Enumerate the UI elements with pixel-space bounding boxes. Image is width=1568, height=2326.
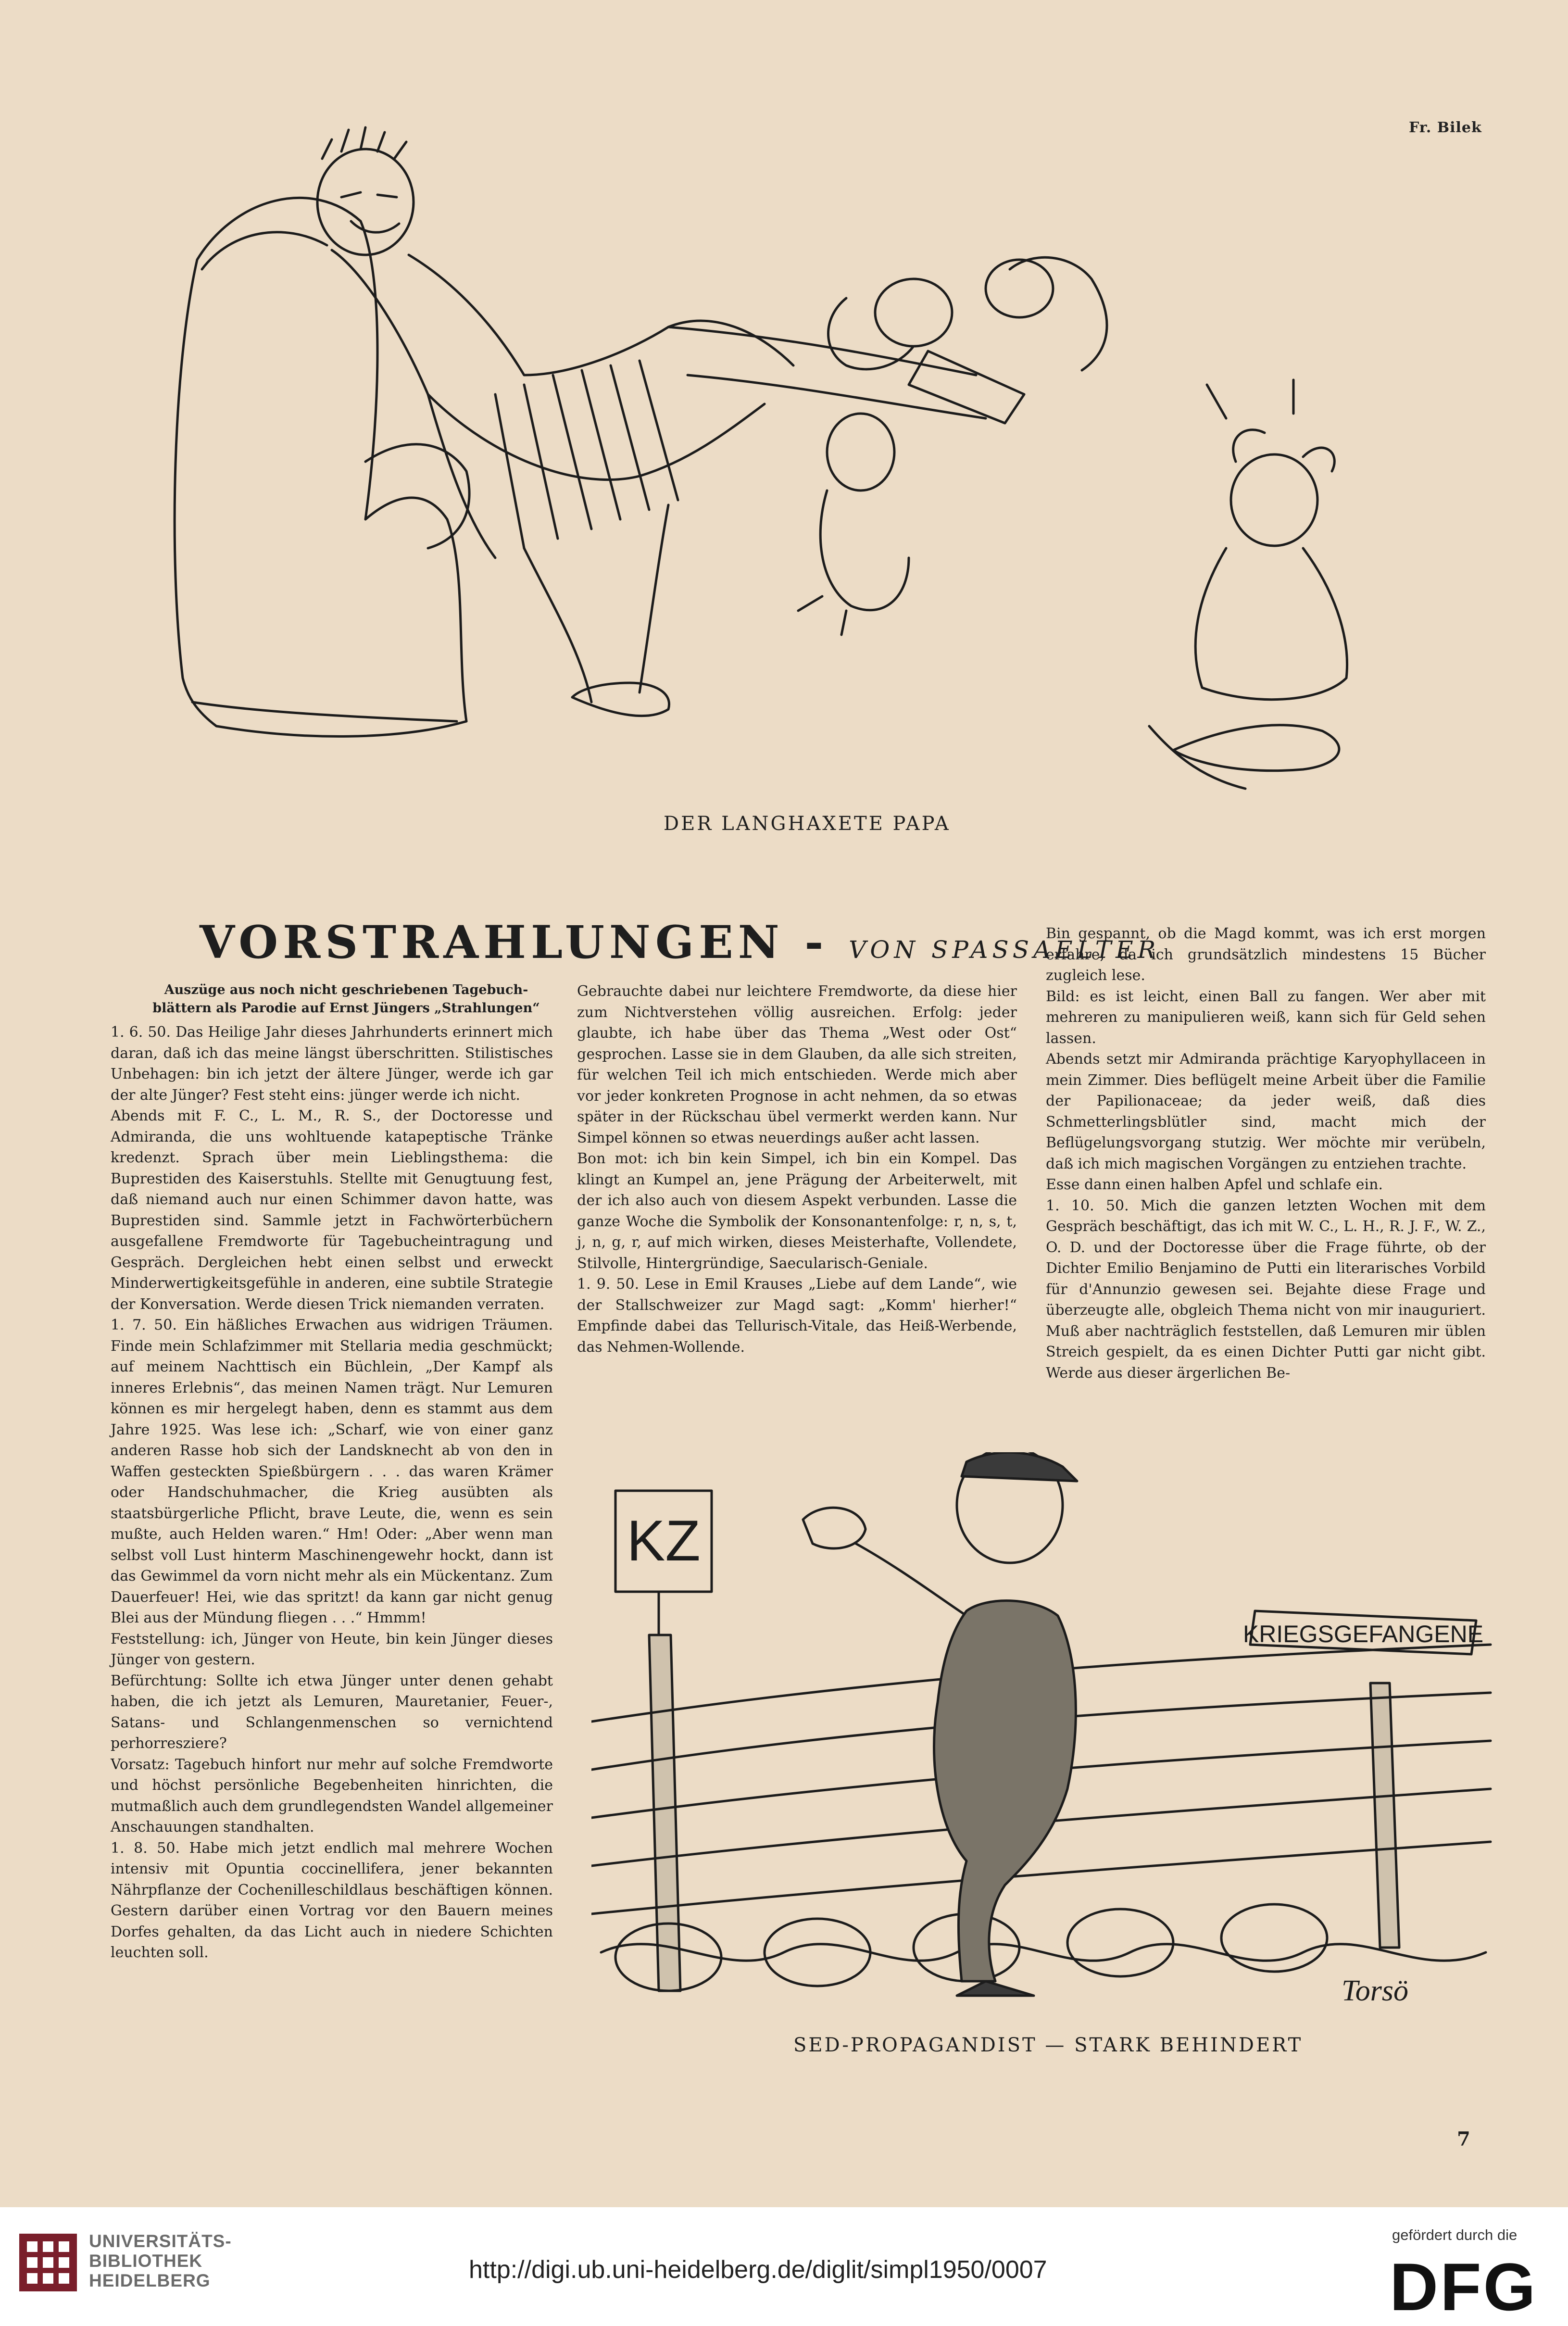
illustrator-credit: Fr. Bilek	[1409, 119, 1482, 136]
paragraph: 1. 7. 50. Ein häßliches Erwachen aus widrigen Träumen. Finde mein Schlafzimmer mit Stellaria media geschmückt; auf meinem Nachttisch ein Büchlein, „Der Kampf als inneres Erlebnis“, das meinen Namen trägt. Nur Lemuren können es mir hergelegt haben, denn es stammt aus dem Jahre 1925. Was lese ich: „Scharf, wie von einer ganz anderen Rasse hob sich der Landsknecht ab von den in Waffen gesteckten Spießbürgern . . . das waren Krämer oder Handschuhmacher, die Krieg ausübten als staatsbürgerliche Pflicht, brave Leute, die, wenn es sein mußte, auch Helden waren.“ Hm! Oder: „Aber wenn man selbst voll Lust hinterm Maschinengewehr hockt, dann ist das Gewimmel da vorn nicht mehr als ein Mückentanz. Zum Dauerfeuer! Hei, wie das spritzt! da kann gar nicht genug Blei aus der Mündung fliegen . . .“ Hmmm!	[111, 1317, 553, 1626]
article-title-main: VORSTRAHLUNGEN -	[200, 916, 828, 969]
pow-sign-text: KRIEGSGEFANGENE	[1242, 1621, 1484, 1647]
kz-sign-text: KZ	[627, 1509, 701, 1573]
paragraph: Gebrauchte dabei nur leichtere Fremdworte, da diese hier zum Nichtverstehen völlig ausreichen. Erfolg: jeder glaubte, ich habe über das Thema „West oder Ost“ gesprochen. Lasse sie in dem Glauben, da alle sich streiten, für welchen Teil ich mich entschieden. Werde mich aber vor jeder konkreten Prognose in acht nehmen, da so etwas später in der Rückschau übel vermerkt werden kann. Nur Simpel können so etwas neuerdings außer acht lassen.	[577, 983, 1017, 1146]
dfg-logo: DFG	[1390, 2249, 1538, 2325]
university-library-name	[89, 2231, 232, 2290]
paragraph: 1. 6. 50. Das Heilige Jahr dieses Jahrhunderts erinnert mich daran, daß ich das meine längst überschritten. Stilistisches Unbehagen: bin ich jetzt der ältere Jünger, werde ich gar der alte Jünger? Fest steht eins: jünger werde ich nicht.	[111, 1024, 553, 1104]
paragraph: Befürchtung: Sollte ich etwa Jünger unter denen gehabt haben, die ich jetzt als Lemuren, Mauretanier, Feuer-, Satans- und Schlangenmenschen so vernichtend perhorresziere?	[111, 1672, 553, 1752]
article-subtitle	[139, 981, 553, 1018]
paragraph: Abends mit F. C., L. M., R. S., der Doctoresse und Admiranda, die uns wohltuende katapeptische Tränke kredenzt. Sprach über mein Lieblingsthema: die Buprestiden des Kaiserstuhls. Stellte mit Genugtuung fest, daß niemand auch nur einen Schimmer davon hatte, was Buprestiden sind. Sammle jetzt in Fachwörterbüchern ausgefallene Fremdworte für Tagebucheintragung und Gespräch. Dergleichen hebt einen selbst und erweckt Minderwertigkeitsgefühle in anderen, eine subtile Strategie der Konversation. Werde diesen Trick niemanden verraten.	[111, 1107, 553, 1313]
bottom-cartoon-caption: SED-PROPAGANDIST — STARK BEHINDERT	[793, 2034, 1303, 2056]
paragraph: 1. 9. 50. Lese in Emil Krauses „Liebe auf dem Lande“, wie der Stallschweizer zur Magd sagt: „Komm' hierher!“ Empfinde dabei das Tellurisch-Vitale, das Heiß-Werbende, das Nehmen-Wollende.	[577, 1276, 1017, 1356]
artist-signature: Torsö	[1342, 1974, 1409, 2007]
article-column-1	[111, 1022, 553, 1963]
subtitle-line-2: blättern als Parodie auf Ernst Jüngers „Strahlungen“	[152, 1001, 540, 1016]
paragraph: 1. 10. 50. Mich die ganzen letzten Wochen mit dem Gespräch beschäftigt, das ich mit W. C., L. H., R. J. F., W. Z., O. D. und der Doctoresse über die Frage führte, ob der Dichter Emilio Benjamino de Putti ein literarisches Vorbild für d'Annunzio gewesen sei. Bejahte diese Frage und überzeugte alle, obgleich Thema nicht von mir inauguriert. Muß aber nachträglich feststellen, daß Lemuren mir üblen Streich gespielt, da es einen Dichter Putti gar nicht gibt. Werde aus dieser ärgerlichen Be-	[1046, 1197, 1486, 1382]
paragraph: Feststellung: ich, Jünger von Heute, bin kein Jünger dieses Jünger von gestern.	[111, 1630, 553, 1668]
paragraph: Bild: es ist leicht, einen Ball zu fangen. Wer aber mit mehreren zu manipulieren weiß, kann sich für Geld sehen lassen.	[1046, 988, 1486, 1047]
article-byline: VON SPASSAELTER	[849, 936, 1160, 964]
library-line-1: UNIVERSITÄTS-	[89, 2231, 232, 2251]
subtitle-line-1: Auszüge aus noch nicht geschriebenen Tagebuch-	[164, 982, 528, 997]
paragraph: Bon mot: ich bin kein Simpel, ich bin ein Kompel. Das klingt an Kumpel an, jene Prägung der Arbeiterwelt, mit der ich also auch von diesem Aspekt verbunden. Lasse die ganze Woche die Symbolik der Konsonantenfolge: r, n, s, t, j, n, g, r, auf mich wirken, dieses Meisterhafte, Vollendete, Stilvolle, Hintergründige, Saecularisch-Geniale.	[577, 1150, 1017, 1272]
library-line-3: HEIDELBERG	[89, 2271, 211, 2290]
article-column-3	[1046, 923, 1486, 1383]
university-library-logo-icon	[19, 2234, 77, 2291]
digitization-footer	[0, 2207, 1568, 2324]
paragraph: Esse dann einen halben Apfel und schlafe ein.	[1046, 1176, 1383, 1193]
paragraph: Bin gespannt, ob die Magd kommt, was ich erst morgen erfahre, da ich grundsätzlich mindestens 15 Bücher zugleich lese.	[1046, 925, 1486, 984]
permalink-url[interactable]: http://digi.ub.uni-heidelberg.de/diglit/simpl1950/0007	[469, 2256, 1047, 2284]
bottom-cartoon-illustration	[591, 1452, 1495, 2015]
article-title	[200, 916, 1160, 969]
paragraph: Vorsatz: Tagebuch hinfort nur mehr auf solche Fremdworte und höchst persönliche Begebenheiten hinrichten, die mutmaßlich auch dem grundlegendsten Wandel allgemeiner Anschauungen standhalten.	[111, 1756, 553, 1836]
article-column-2	[577, 981, 1017, 1358]
funding-note: gefördert durch die	[1392, 2226, 1518, 2243]
page-number: 7	[1457, 2128, 1470, 2150]
top-cartoon-illustration	[159, 125, 1486, 798]
paragraph: 1. 8. 50. Habe mich jetzt endlich mal mehrere Wochen intensiv mit Opuntia coccinellifera, jener bekannten Nährpflanze der Cochenilleschildlaus beschäftigen können. Gestern darüber einen Vortrag vor den Bauern meines Dorfes gehalten, da das Licht auch in niedere Schichten leuchten soll.	[111, 1839, 553, 1961]
library-line-2: BIBLIOTHEK	[89, 2251, 203, 2271]
paragraph: Abends setzt mir Admiranda prächtige Karyophyllaceen in mein Zimmer. Dies beflügelt meine Arbeit über die Familie der Papilionaceae; da jeder weiß, daß dies Schmetterlingsblütler sind, macht mich der Beflügelungsvorgang stutzig. Wer möchte mir verübeln, daß ich mich magischen Vorgängen zu entziehen trachte.	[1046, 1051, 1486, 1172]
top-cartoon-caption: DER LANGHAXETE PAPA	[664, 813, 951, 835]
